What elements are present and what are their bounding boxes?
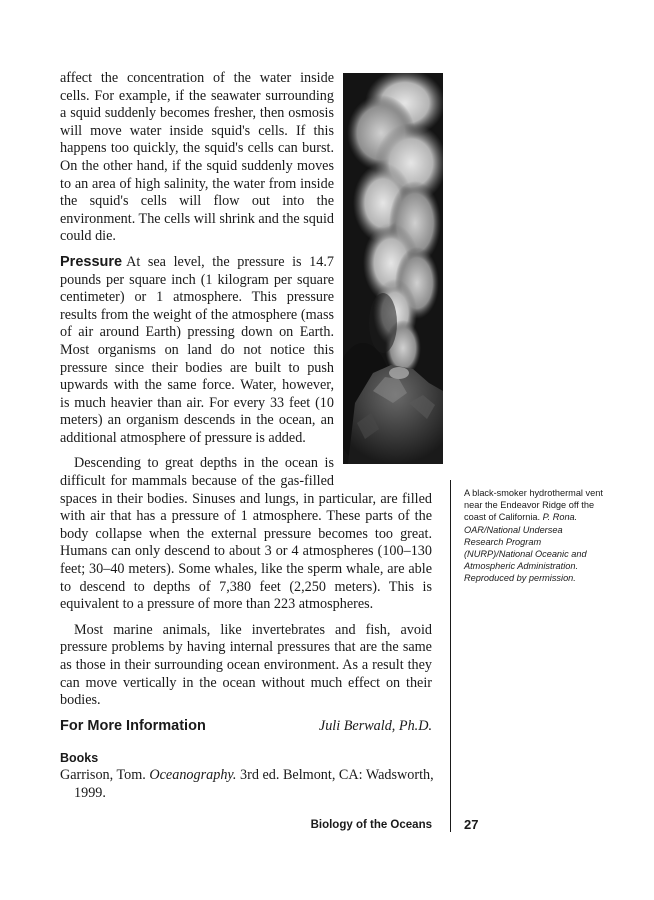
for-more-information-heading: For More Information [60,718,206,734]
reference-details: 3rd ed. Belmont, CA: Wadsworth, 1999. [74,767,434,801]
caption-credit: P. Rona. OAR/National Undersea Research Program (NURP)/National Oceanic and Atmospheric Administration. Reproduced by permission. [464,512,587,584]
caption-divider-rule [450,480,451,832]
page-number: 27 [464,817,479,832]
paragraph-depth: Descending to great depths in the ocean is difficult for mammals because of the gas-filled spaces in their bodies. Sinuses and lungs, in particular, are filled with air that has a pressure of 1 atmosphere. These parts of the body collapse when the external pressure becomes too great. Humans can only descend to about 3 or 4 atmospheres (100–130 feet; 30–40 meters). Some whales, like the sperm whale, are able to descend to depths of 7,380 feet (2,250 meters). This is equivalent to a pressure of more than 223 atmospheres. [60,455,432,613]
running-footer-title: Biology of the Oceans [310,819,432,831]
paragraph-marine-animals: Most marine animals, like invertebrates and fish, avoid pressure problems by having internal pressures that are the same as those in their surrounding ocean environment. As a result they can move vertically in the ocean without much effect on their bodies. [60,621,432,709]
books-heading: Books [60,751,99,765]
paragraph-pressure-text: At sea level, the pressure is 14.7 pounds per square inch (1 kilogram per square centimeter) or 1 atmosphere. This pressure results from the weight of the atmosphere (mass of air around Earth) pressing down on Earth. Most organisms on land do not notice this pressure since their bodies are built to push upwards with the same force. Water, however, is much heavier than air. For every 33 feet (10 meters) an organism descends in the ocean, an additional atmosphere of pressure is added. [60,253,334,446]
book-reference [60,767,446,802]
author-signature: Juli Berwald, Ph.D. [318,717,432,734]
section-heading-pressure: Pressure [60,253,123,270]
reference-title: Oceanography. [149,767,237,783]
reference-author: Garrison, Tom. [60,767,146,783]
caption-text: A black-smoker hydrothermal vent near the Endeavor Ridge off the coast of California. [464,488,603,523]
photo-caption [464,487,604,585]
paragraph-osmosis: affect the concentration of the water inside cells. For example, if the seawater surrounding a squid suddenly becomes fresher, then osmosis will move water inside squid's cells. If this happens too quickly, the squid's cells can burst. On the other hand, if the squid suddenly moves to an area of high salinity, the water from inside the squid's cells will flow out into the environment. The cells will shrink and the squid could die. [60,70,334,245]
hydrothermal-vent-photo [343,73,443,464]
